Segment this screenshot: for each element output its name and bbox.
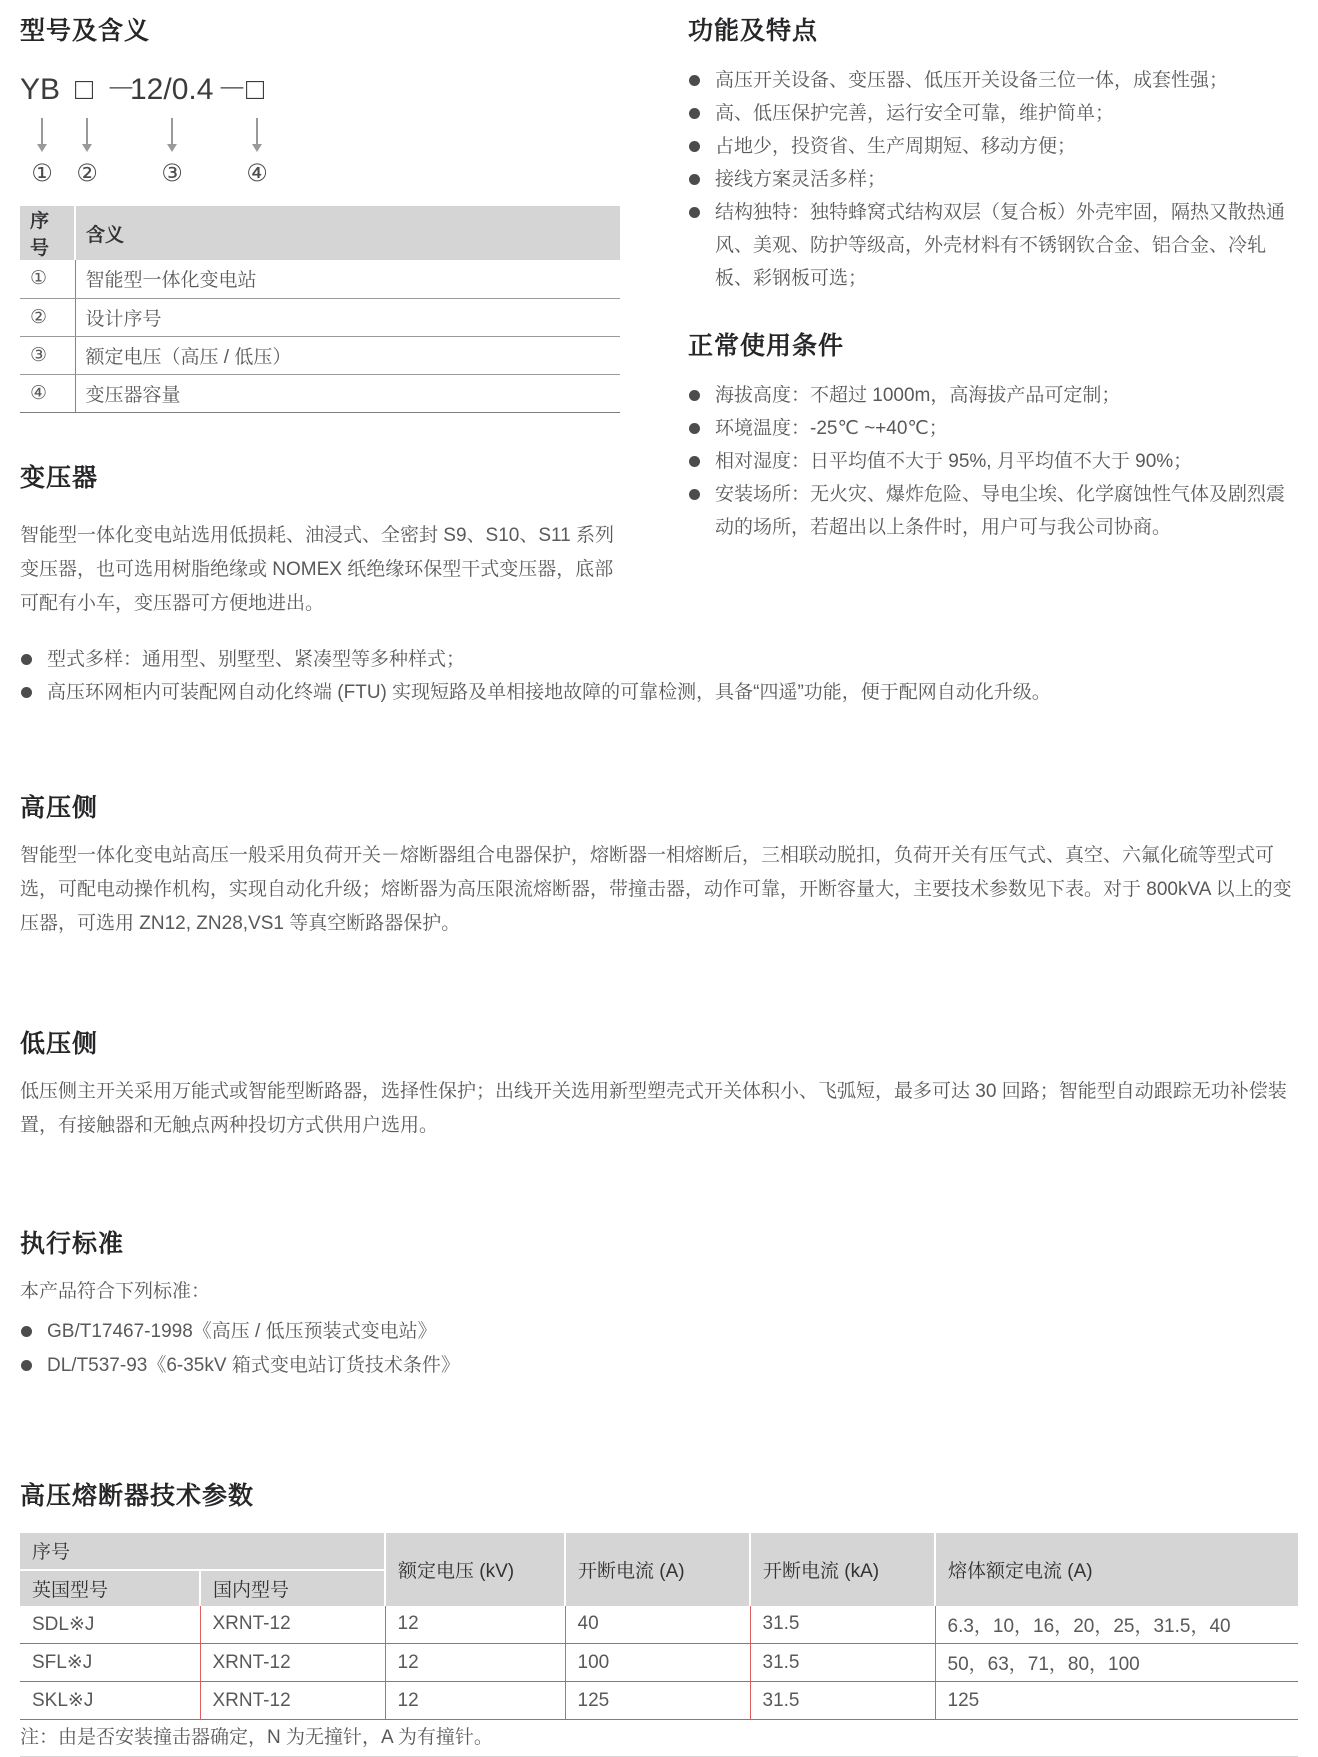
- table-row: [20, 298, 620, 336]
- model-code-box-1: □: [75, 72, 93, 108]
- table-cell: 125: [565, 1682, 750, 1720]
- table-cell: ③: [20, 336, 75, 374]
- model-code-voltage: 12/0.4: [130, 72, 213, 108]
- table-cell: 31.5: [750, 1606, 935, 1644]
- lv-paragraph: 低压侧主开关采用万能式或智能型断路器，选择性保护；出线开关选用新型塑壳式开关体积小、飞弧短，最多可达 30 回路；智能型自动跟踪无功补偿装置，有接触器和无触点两种投切方式供用户选用。: [20, 1075, 1298, 1143]
- bullet-text: 接线方案灵活多样；: [715, 169, 886, 190]
- table-cell: SFL※J: [20, 1644, 200, 1682]
- bullet-text: DL/T537-93《6-35kV 箱式变电站订货技术条件》: [47, 1355, 460, 1376]
- bullet-dot-icon: [689, 108, 700, 119]
- down-arrow-icon: [86, 118, 88, 150]
- standards-section: [20, 1229, 1298, 1383]
- table-cell: 31.5: [750, 1644, 935, 1682]
- table-cell: 智能型一体化变电站: [75, 260, 620, 298]
- bullet-dot-icon: [21, 1360, 32, 1371]
- table-cell: 6.3，10，16，20，25，31.5，40: [935, 1606, 1298, 1644]
- bullet-item: [688, 445, 1298, 478]
- model-code-box-2: □: [246, 72, 264, 108]
- table-header-row: [20, 1533, 1298, 1570]
- bullet-item: [688, 163, 1298, 196]
- model-code-dash-1: －: [106, 72, 136, 108]
- column-header-domestic-model: 国内型号: [200, 1570, 385, 1606]
- column-header-number: 序号: [20, 206, 75, 260]
- bullet-item: [688, 130, 1298, 163]
- section-title-lv-side: 低压侧: [20, 1029, 1298, 1059]
- bullet-dot-icon: [689, 456, 700, 467]
- table-cell: XRNT-12: [200, 1606, 385, 1644]
- column-header-uk-model: 英国型号: [20, 1570, 200, 1606]
- table-cell: 100: [565, 1644, 750, 1682]
- table-cell: 12: [385, 1682, 565, 1720]
- bullet-dot-icon: [689, 75, 700, 86]
- table-row: [20, 260, 620, 298]
- circled-number-4: ④: [246, 160, 268, 188]
- bullet-item: [688, 97, 1298, 130]
- fuse-parameters-section: [20, 1481, 1298, 1757]
- low-voltage-section: [20, 1029, 1298, 1143]
- column-header-breaking-current-a: 开断电流 (A): [565, 1533, 750, 1606]
- down-arrow-icon: [41, 118, 43, 150]
- bullet-item: [20, 1315, 1298, 1349]
- table-cell: ①: [20, 260, 75, 298]
- table-cell: 变压器容量: [75, 374, 620, 412]
- table-row: [20, 1682, 1298, 1720]
- column-header-breaking-current-ka: 开断电流 (kA): [750, 1533, 935, 1606]
- table-row: [20, 374, 620, 412]
- section-title-conditions: 正常使用条件: [688, 331, 1298, 361]
- bullet-item: [688, 64, 1298, 97]
- table-row: [20, 336, 620, 374]
- bullet-text: 海拔高度：不超过 1000m，高海拔产品可定制；: [715, 385, 1120, 406]
- circled-number-3: ③: [161, 160, 183, 188]
- conditions-bullet-list: [688, 379, 1298, 544]
- bullet-dot-icon: [21, 654, 32, 665]
- table-cell: ④: [20, 374, 75, 412]
- bullet-text: 安装场所：无火灾、爆炸危险、导电尘埃、化学腐蚀性气体及剧烈震动的场所，若超出以上条件时，用户可与我公司协商。: [715, 484, 1285, 538]
- table-row: [20, 1644, 1298, 1682]
- table-row: [20, 1606, 1298, 1644]
- down-arrow-icon: [256, 118, 258, 150]
- table-cell: 12: [385, 1644, 565, 1682]
- hv-paragraph: 智能型一体化变电站高压一般采用负荷开关－熔断器组合电器保护，熔断器一相熔断后，三相联动脱扣，负荷开关有压气式、真空、六氟化硫等型式可选，可配电动操作机构，实现自动化升级；熔断器为高压限流熔断器，带撞击器，动作可靠，开断容量大，主要技术参数见下表。对于 800kVA 以上的变压器，可选用 ZN12, ZN28,VS1 等真空断路器保护。: [20, 839, 1298, 941]
- bullet-dot-icon: [689, 174, 700, 185]
- table-cell: 125: [935, 1682, 1298, 1720]
- table-cell: SKL※J: [20, 1682, 200, 1720]
- model-meaning-table-body: [20, 260, 620, 412]
- bullet-text: 高压开关设备、变压器、低压开关设备三位一体，成套性强；: [715, 70, 1228, 91]
- circled-number-1: ①: [31, 160, 53, 188]
- standards-bullet-list: [20, 1315, 1298, 1383]
- features-column: [688, 16, 1298, 621]
- model-code-diagram: [20, 72, 620, 194]
- bullet-dot-icon: [689, 423, 700, 434]
- section-title-features: 功能及特点: [688, 16, 1298, 46]
- bullet-item: [688, 412, 1298, 445]
- bullet-text: 型式多样：通用型、别墅型、紧凑型等多种样式；: [47, 649, 465, 670]
- section-title-standards: 执行标准: [20, 1229, 1298, 1259]
- table-cell: 50，63，71，80，100: [935, 1644, 1298, 1682]
- bullet-item: [688, 478, 1298, 544]
- table-cell: XRNT-12: [200, 1644, 385, 1682]
- bullet-text: 相对湿度：日平均值不大于 95%, 月平均值不大于 90%；: [715, 451, 1192, 472]
- bullet-dot-icon: [689, 207, 700, 218]
- section-title-hv-side: 高压侧: [20, 793, 1298, 823]
- model-code-dash-2: －: [217, 72, 247, 108]
- table-cell: 40: [565, 1606, 750, 1644]
- column-header-fuse-rated-current: 熔体额定电流 (A): [935, 1533, 1298, 1606]
- features-bullet-list: [688, 64, 1298, 295]
- column-header-rated-voltage: 额定电压 (kV): [385, 1533, 565, 1606]
- bullet-dot-icon: [21, 687, 32, 698]
- table-cell: 31.5: [750, 1682, 935, 1720]
- section-title-model-meaning: 型号及含义: [20, 16, 620, 46]
- circled-number-2: ②: [76, 160, 98, 188]
- bullet-text: 高压环网柜内可装配网自动化终端 (FTU) 实现短路及单相接地故障的可靠检测，具备“四遥”功能，便于配网自动化升级。: [47, 682, 1051, 703]
- column-header-serial: 序号: [20, 1533, 385, 1570]
- bullet-item: [688, 379, 1298, 412]
- bullet-text: 占地少，投资省、生产周期短、移动方便；: [715, 136, 1076, 157]
- section-title-fuse-parameters: 高压熔断器技术参数: [20, 1481, 1298, 1511]
- model-column: [20, 16, 620, 621]
- model-code-prefix: YB: [20, 72, 60, 108]
- model-meaning-table: [20, 206, 620, 413]
- bullet-dot-icon: [689, 390, 700, 401]
- bullet-dot-icon: [689, 141, 700, 152]
- section-title-transformer: 变压器: [20, 463, 620, 493]
- transformer-paragraph: 智能型一体化变电站选用低损耗、油浸式、全密封 S9、S10、S11 系列变压器，也可选用树脂绝缘或 NOMEX 纸绝缘环保型干式变压器，底部可配有小车，变压器可方便地进出。: [20, 519, 620, 621]
- bullet-text: 高、低压保护完善，运行安全可靠，维护简单；: [715, 103, 1114, 124]
- bullet-text: 结构独特：独特蜂窝式结构双层（复合板）外壳牢固，隔热又散热通风、美观、防护等级高，外壳材料有不锈钢钦合金、铝合金、冷轧板、彩钢板可选；: [715, 202, 1285, 289]
- high-voltage-section: [20, 793, 1298, 941]
- transformer-bullet-list: [20, 643, 1298, 709]
- bullet-text: GB/T17467-1998《高压 / 低压预装式变电站》: [47, 1321, 437, 1342]
- table-cell: 设计序号: [75, 298, 620, 336]
- fuse-parameters-table: [20, 1533, 1298, 1721]
- down-arrow-icon: [171, 118, 173, 150]
- table-cell: 12: [385, 1606, 565, 1644]
- bullet-item: [20, 676, 1298, 709]
- standards-intro: 本产品符合下列标准：: [20, 1275, 1298, 1309]
- table-cell: 额定电压（高压 / 低压）: [75, 336, 620, 374]
- top-two-column-area: [20, 16, 1298, 621]
- bullet-dot-icon: [689, 489, 700, 500]
- table-footnote: 注：由是否安装撞击器确定，N 为无撞针，A 为有撞针。: [20, 1720, 1298, 1757]
- bullet-item: [20, 1349, 1298, 1383]
- table-header-row: [20, 206, 620, 260]
- bullet-text: 环境温度：-25℃ ~+40℃；: [715, 418, 948, 439]
- bullet-dot-icon: [21, 1326, 32, 1337]
- column-header-meaning: 含义: [75, 206, 620, 260]
- bullet-item: [20, 643, 1298, 676]
- fuse-parameters-table-body: [20, 1606, 1298, 1720]
- table-cell: ②: [20, 298, 75, 336]
- bullet-item: [688, 196, 1298, 295]
- table-cell: XRNT-12: [200, 1682, 385, 1720]
- table-cell: SDL※J: [20, 1606, 200, 1644]
